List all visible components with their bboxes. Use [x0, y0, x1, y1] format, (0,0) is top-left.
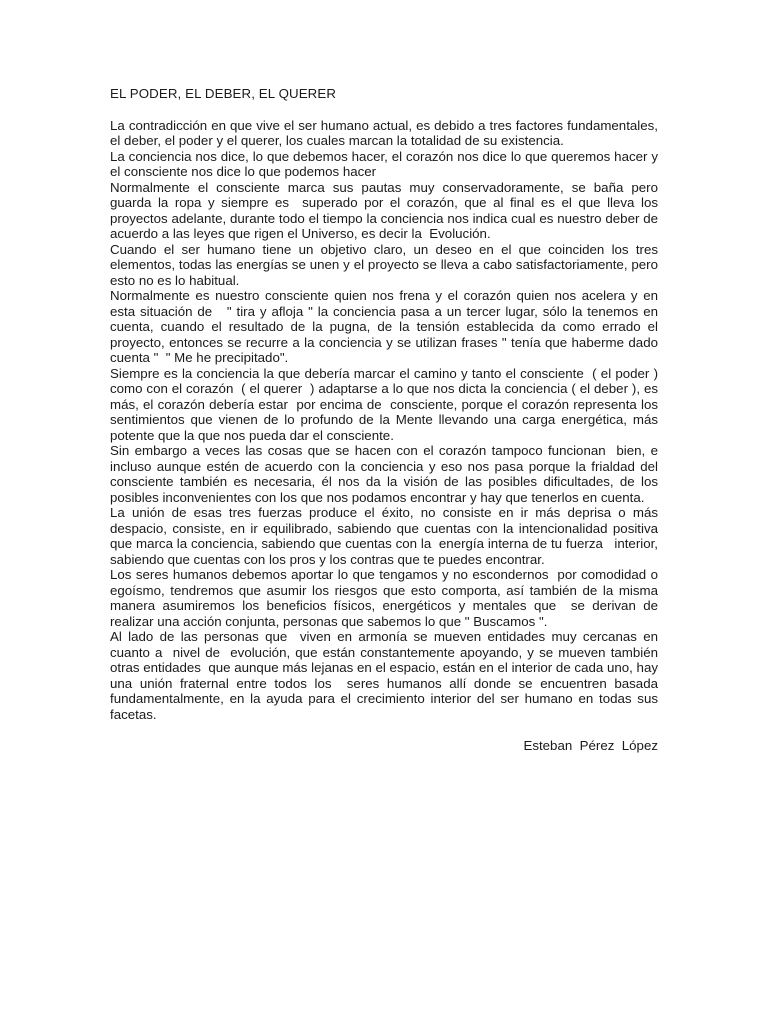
paragraph: La contradicción en que vive el ser humano actual, es debido a tres factores fundamentales, el deber, el poder y el querer, los cuales marcan la totalidad de su existencia. — [110, 117, 662, 148]
document-body — [110, 117, 666, 723]
paragraph: La unión de esas tres fuerzas produce el éxito, no consiste en ir más deprisa o más despacio, consiste, en ir equilibrado, sabiendo que cuentas con la intencionalidad positiva que marca la conciencia, sabiendo que cuentas con la energía interna de tu fuerza interior, sabiendo que cuentas con los pros y los contras que te puedes encontrar. — [110, 505, 666, 567]
document-page — [110, 86, 666, 754]
paragraph: Al lado de las personas que viven en armonía se mueven entidades muy cercanas en cuanto a nivel de evolución, que están constantemente apoyando, y se mueven también otras entidades que aunque más lejanas en el espacio, están en el interior de cada uno, hay una unión fraternal entre todos los seres humanos allí donde se encuentren basada fundamentalmente, en la ayuda para el crecimiento interior del ser humano en todas sus facetas. — [110, 629, 662, 722]
author-signature: Esteban Pérez López — [523, 738, 658, 753]
paragraph: Normalmente el consciente marca sus pautas muy conservadoramente, se baña pero guarda la ropa y siempre es superado por el corazón, que al final es el que lleva los proyectos adelante, durante todo el tiempo la conciencia nos indica cual es nuestro deber de acuerdo a las leyes que rigen el Universo, es decir la Evolución. — [110, 179, 662, 241]
paragraph: Siempre es la conciencia la que debería marcar el camino y tanto el consciente ( el poder ) como con el corazón ( el querer ) adaptarse a lo que nos dicta la conciencia ( el deber ), es más, el corazón debería estar por encima de consciente, porque el corazón representa los sentimientos que vienen de lo profundo de la Mente llevando una carga energética, más potente que la que nos pueda dar el consciente. — [110, 365, 662, 443]
paragraph: Los seres humanos debemos aportar lo que tengamos y no escondernos por comodidad o egoísmo, tendremos que asumir los riesgos que esto comporta, así también de la misma manera asumiremos los beneficios físicos, energéticos y mentales que se derivan de realizar una acción conjunta, personas que sabemos lo que " Buscamos ". — [110, 567, 662, 629]
paragraph: Normalmente es nuestro consciente quien nos frena y el corazón quien nos acelera y en esta situación de " tira y afloja " la conciencia pasa a un tercer lugar, sólo la tenemos en cuenta, cuando el resultado de la pugna, de la tensión establecida da como errado el proyecto, entonces se recurre a la conciencia y se utilizan frases " tenía que haberme dado cuenta " " Me he precipitado". — [110, 288, 662, 365]
document-title: EL PODER, EL DEBER, EL QUERER — [110, 86, 337, 101]
paragraph: La conciencia nos dice, lo que debemos hacer, el corazón nos dice lo que queremos hacer y el consciente nos dice lo que podemos hacer — [110, 148, 662, 179]
paragraph: Cuando el ser humano tiene un objetivo claro, un deseo en el que coinciden los tres elementos, todas las energías se unen y el proyecto se lleva a cabo satisfactoriamente, pero esto no es lo habitual. — [110, 241, 662, 288]
paragraph: Sin embargo a veces las cosas que se hacen con el corazón tampoco funcionan bien, e incluso aunque estén de acuerdo con la conciencia y eso nos pasa porque la frialdad del consciente también es necesaria, él nos da la visión de las posibles dificultades, de los posibles inconvenientes con los que nos podamos encontrar y hay que tenerlos en cuenta. — [110, 443, 662, 505]
